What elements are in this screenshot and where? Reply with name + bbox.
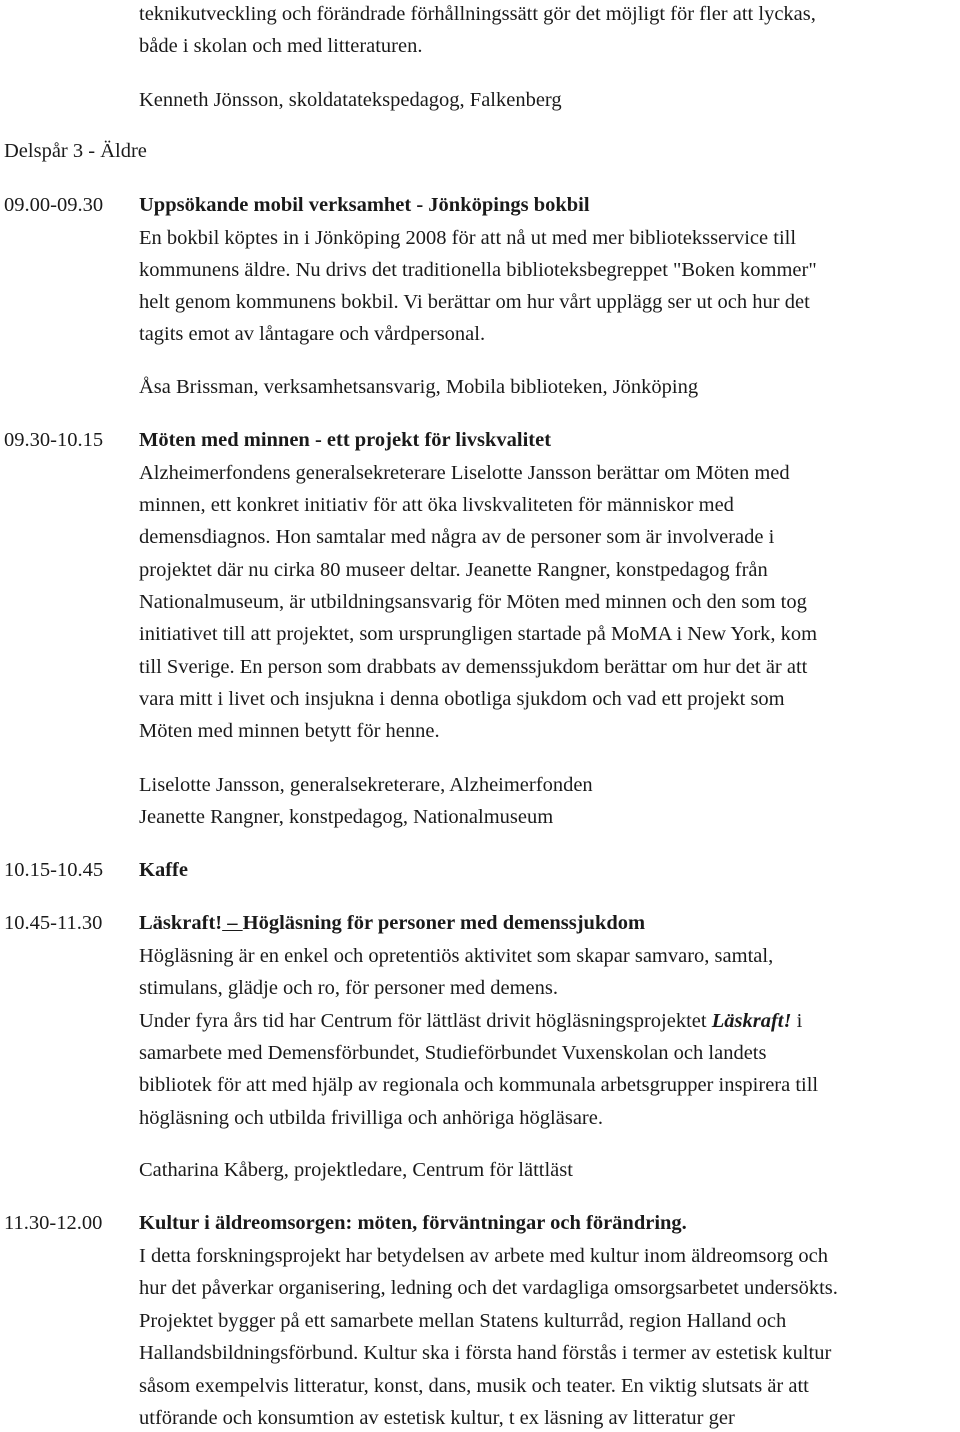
session-4-title-brand: Läskraft! [139,912,223,934]
session-1-time: 09.00-09.30 [4,194,104,216]
session-4-body-prefix: Under fyra års tid har Centrum för lättläst drivit högläsningsprojektet [139,1010,712,1032]
session-4-body-suffix: i [791,1010,803,1032]
session-5-body-line-6: utförande och konsumtion av estetisk kultur, t ex läsning av litteratur ger [139,1407,735,1429]
session-3-time: 10.15-10.45 [4,859,104,881]
session-4-body-line-1: Högläsning är en enkel och opretentiös aktivitet som skapar samvaro, samtal, [139,945,774,967]
session-4-title-rest: Högläsning för personer med demenssjukdom [242,912,646,934]
session-5-body-line-1: I detta forskningsprojekt har betydelsen av arbete med kultur inom äldreomsorg och [139,1245,829,1267]
session-4-body-brand: Läskraft! [711,1010,792,1032]
session-4-speaker: Catharina Kåberg, projektledare, Centrum för lättläst [139,1159,573,1181]
session-2-title: Möten med minnen - ett projekt för livskvalitet [139,429,552,451]
session-5-body-line-4: Hallandsbildningsförbund. Kultur ska i första hand förstås i termer av estetisk kultur [139,1342,832,1364]
session-1-body-line-4: tagits emot av låntagare och vårdpersonal. [139,323,486,345]
session-5-body-line-3: Projektet bygger på ett samarbete mellan Statens kulturråd, region Halland och [139,1310,787,1332]
session-5-time: 11.30-12.00 [4,1212,103,1234]
session-4-title-dash: – [222,912,243,934]
session-5-body-line-5: såsom exempelvis litteratur, konst, dans, musik och teater. En viktig slutsats är att [139,1375,809,1397]
intro-line-1: teknikutveckling och förändrade förhållningssätt gör det möjligt för fler att lyckas, [139,3,816,25]
session-2-body-line-4: projektet där nu cirka 80 museer deltar. Jeanette Rangner, konstpedagog från [139,559,768,581]
session-5-title: Kultur i äldreomsorgen: möten, förväntningar och förändring. [139,1212,687,1234]
session-1-speaker: Åsa Brissman, verksamhetsansvarig, Mobila biblioteken, Jönköping [139,376,699,398]
session-2-speaker-1: Liselotte Jansson, generalsekreterare, Alzheimerfonden [139,774,593,796]
session-1-title: Uppsökande mobil verksamhet - Jönköpings bokbil [139,194,590,216]
session-2-body-line-5: Nationalmuseum, är utbildningsansvarig för Möten med minnen och den som tog [139,591,807,613]
session-2-body-line-2: minnen, ett konkret initiativ för att öka livskvaliteten för människor med [139,494,734,516]
session-1-body-line-3: helt genom kommunens bokbil. Vi berättar om hur vårt upplägg ser ut och hur det [139,291,810,313]
session-4-body-line-4: samarbete med Demensförbundet, Studieförbundet Vuxenskolan och landets [139,1042,767,1064]
session-2-body-line-8: vara mitt i livet och insjukna i denna obotliga sjukdom och vad ett projekt som [139,688,785,710]
intro-speaker: Kenneth Jönsson, skoldatatekspedagog, Falkenberg [139,89,562,111]
session-2-time: 09.30-10.15 [4,429,104,451]
section-heading: Delspår 3 - Äldre [4,140,147,162]
session-5-body-line-2: hur det påverkar organisering, ledning och det vardagliga omsorgsarbetet undersökts. [139,1277,838,1299]
session-4-title [139,911,645,935]
session-4-time: 10.45-11.30 [4,912,103,934]
session-4-body-line-6: högläsning och utbilda frivilliga och anhöriga högläsare. [139,1107,603,1129]
session-4-body-line-2: stimulans, glädje och ro, för personer med demens. [139,977,558,999]
session-4-body-line-3 [139,1009,802,1033]
session-1-body-line-2: kommunens äldre. Nu drivs det traditionella biblioteksbegreppet "Boken kommer" [139,259,817,281]
session-2-body-line-9: Möten med minnen betytt för henne. [139,720,440,742]
session-2-speaker-2: Jeanette Rangner, konstpedagog, Nationalmuseum [139,806,554,828]
session-3-title: Kaffe [139,859,188,881]
session-2-body-line-1: Alzheimerfondens generalsekreterare Liselotte Jansson berättar om Möten med [139,462,790,484]
session-2-body-line-6: initiativet till att projektet, som ursprungligen startade på MoMA i New York, kom [139,623,818,645]
session-1-body-line-1: En bokbil köptes in i Jönköping 2008 för att nå ut med mer biblioteksservice till [139,227,797,249]
session-4-body-line-5: bibliotek för att med hjälp av regionala och kommunala arbetsgrupper inspirera till [139,1074,819,1096]
session-2-body-line-3: demensdiagnos. Hon samtalar med några av de personer som är involverade i [139,526,775,548]
session-2-body-line-7: till Sverige. En person som drabbats av demenssjukdom berättar om hur det är att [139,656,808,678]
intro-line-2: både i skolan och med litteraturen. [139,35,423,57]
